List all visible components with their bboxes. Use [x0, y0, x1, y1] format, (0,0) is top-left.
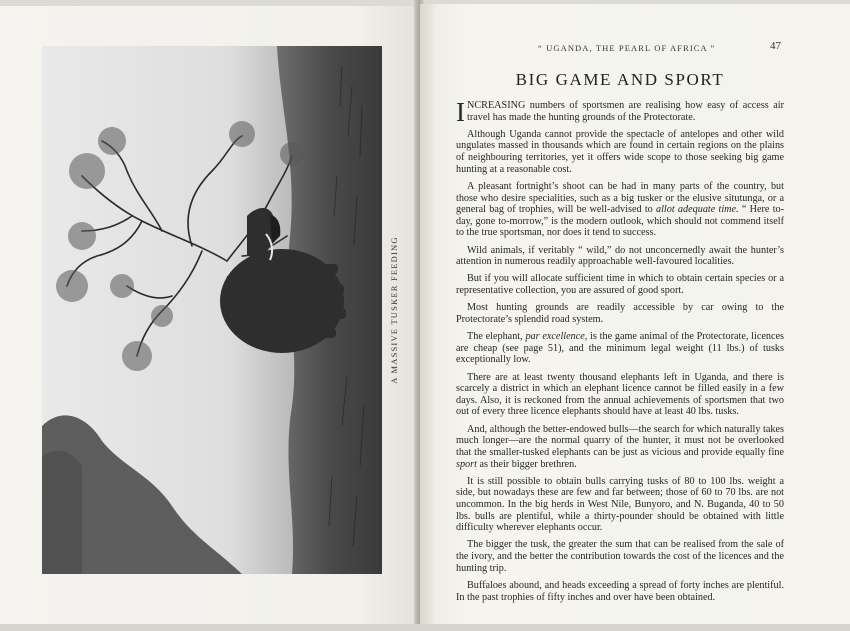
caption-text: A MASSIVE TUSKER FEEDING — [389, 236, 399, 384]
paragraph: A pleasant fortnight’s shoot can be had in many parts of the country, but those who desire specialities, such as a big tusker or the elusive situtunga, or a general bag of trophies, will be well-advised to allot adequate time. “ Here to-day, gone to-morrow,” is the modern outlook, which should not commend itself to the true sportsman, nor does it tend to success. — [456, 180, 785, 239]
paragraph: Wild animals, if veritably “ wild,” do not unconcernedly await the hunter’s attention in numerous readily approachable well-favoured localities. — [456, 244, 784, 268]
page-edge-bottom — [0, 624, 850, 631]
paragraph: But if you will allocate sufficient time in which to obtain certain species or a representative collection, you are assured of good sport. — [456, 273, 784, 297]
left-page — [0, 6, 418, 626]
page-number: 47 — [770, 40, 781, 52]
paragraph: INCREASING numbers of sportsmen are realising how easy of access air travel has made the hunting grounds of the Protectorate. — [456, 97, 784, 127]
paragraph: The bigger the tusk, the greater the sum that can be realised from the sale of the ivory, and the better the contribution towards the cost of the licences and the hunting trip. — [456, 539, 784, 574]
elephant-photo-illustration — [42, 46, 382, 574]
running-head: “ UGANDA, THE PEARL OF AFRICA ” — [538, 43, 716, 53]
paragraph: There are at least twenty thousand elephants left in Uganda, and there is scarcely a district in which an elephant licence cannot be filled easily in a few days. Also, it is reckoned from the annual achievements of sportsmen that two out of every three licence elephants should have at least 40 lbs. tusks. — [456, 371, 784, 418]
paragraph: It is still possible to obtain bulls carrying tusks of 80 to 100 lbs. weight a side, but nowadays these are few and far between; those of 60 to 70 lbs. are not uncommon. In the big herds in West Nile, Bunyoro, and N. Buganda, 40 to 50 lbs. bulls are plentiful, while a thirty-pounder should be obtained with little difficulty wherever elephants occur. — [456, 475, 784, 534]
elephant-photograph — [42, 46, 382, 574]
paragraph: The elephant, par excellence, is the game animal of the Protectorate, licences are cheap (see page 51), and the minimum legal weight (11 lbs.) of tusks exceptionally low. — [456, 331, 784, 366]
drop-cap: I — [456, 97, 465, 127]
paragraph: Most hunting grounds are readily accessible by car owing to the Protectorate’s splendid road system. — [456, 302, 784, 325]
chapter-title: BIG GAME AND SPORT — [515, 70, 725, 89]
paragraph: And, although the better-endowed bulls—the search for which naturally takes much longer—are the normal quarry of the hunter, it must not be overlooked that the smaller-tusked elephants can be just as vicious and provide equally fine sport as their bigger brethren. — [456, 423, 784, 470]
paragraph: Buffaloes abound, and heads exceeding a spread of forty inches are plentiful. In the past trophies of fifty inches and over have been obtained. — [456, 579, 784, 603]
article-body — [456, 97, 785, 609]
paragraph: Although Uganda cannot provide the spectacle of antelopes and other wild ungulates massed in thousands which are found in certain regions on the plains of neighbouring territories, yet it offers wide scope to those seeking big game hunting at a reasonable cost. — [456, 128, 784, 175]
